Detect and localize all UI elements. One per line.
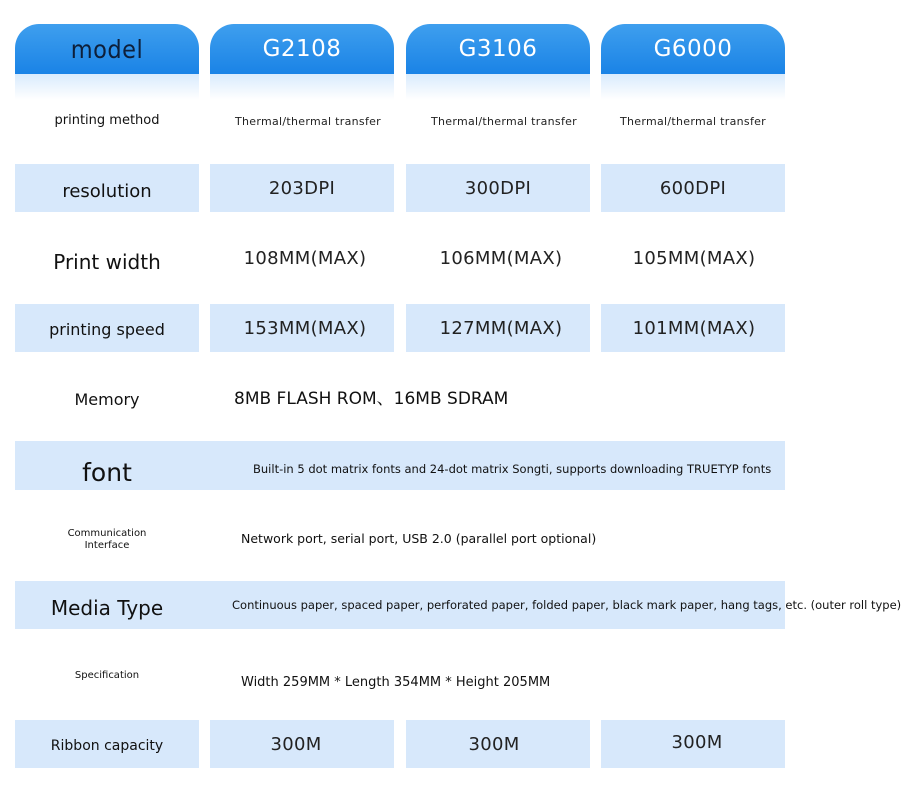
resolution-label: resolution xyxy=(62,180,152,202)
specification-label: Specification xyxy=(74,669,140,681)
media-type-value: Continuous paper, spaced paper, perforated paper, folded paper, black mark paper, hang tags, etc. (outer roll type) xyxy=(232,598,901,612)
model-g3106-header: G3106 xyxy=(406,24,590,74)
model-header: model xyxy=(15,24,199,74)
communication-interface-value: Network port, serial port, USB 2.0 (parallel port optional) xyxy=(241,530,597,546)
header-glow xyxy=(210,74,394,100)
header-glow xyxy=(15,74,199,100)
ribbon-capacity-g3106: 300M xyxy=(468,733,520,755)
communication-interface-label xyxy=(15,516,199,564)
printing-speed-g2108: 153MM(MAX) xyxy=(243,317,367,339)
printing-method-g2108: Thermal/thermal transfer xyxy=(234,114,382,128)
resolution-g3106: 300DPI xyxy=(464,177,532,199)
resolution-g2108: 203DPI xyxy=(268,177,336,199)
ribbon-capacity-label: Ribbon capacity xyxy=(50,738,164,755)
model-g2108-header: G2108 xyxy=(210,24,394,74)
communication-label-line1: Communication xyxy=(67,527,147,539)
header-glow xyxy=(601,74,785,100)
memory-label: Memory xyxy=(74,390,140,409)
ribbon-capacity-g6000: 300M xyxy=(671,731,723,753)
print-width-g3106: 106MM(MAX) xyxy=(439,247,563,269)
print-width-g6000: 105MM(MAX) xyxy=(632,247,756,269)
print-width-g2108: 108MM(MAX) xyxy=(243,247,367,269)
font-label: font xyxy=(82,457,132,487)
printing-speed-g3106: 127MM(MAX) xyxy=(439,317,563,339)
memory-value: 8MB FLASH ROM、16MB SDRAM xyxy=(234,388,509,409)
specification-value: Width 259MM * Length 354MM * Height 205MM xyxy=(241,674,551,690)
model-g6000-header: G6000 xyxy=(601,24,785,74)
media-type-label: Media Type xyxy=(50,595,164,620)
ribbon-capacity-g2108: 300M xyxy=(270,733,322,755)
printing-speed-g6000: 101MM(MAX) xyxy=(632,317,756,339)
printing-method-label: printing method xyxy=(54,112,160,128)
printing-method-g6000: Thermal/thermal transfer xyxy=(619,114,767,128)
printing-speed-label: printing speed xyxy=(49,320,165,339)
communication-label-line2: Interface xyxy=(84,540,130,551)
header-glow xyxy=(406,74,590,100)
font-value: Built-in 5 dot matrix fonts and 24-dot matrix Songti, supports downloading TRUETYP fonts xyxy=(253,461,772,476)
print-width-label: Print width xyxy=(53,249,161,274)
printing-method-g3106: Thermal/thermal transfer xyxy=(430,114,578,128)
resolution-g6000: 600DPI xyxy=(659,177,727,199)
